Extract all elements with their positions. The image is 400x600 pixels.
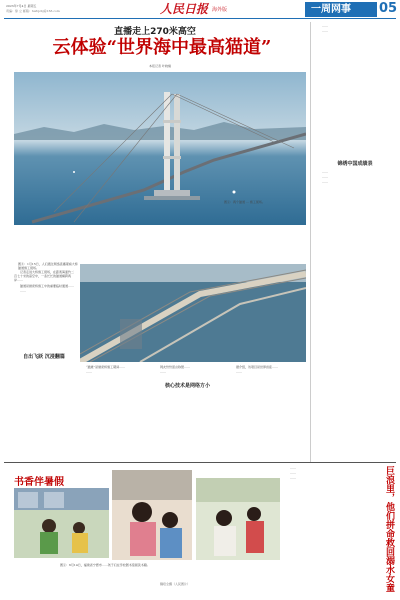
catwalk-photo [80,264,306,362]
article-column-1: 记者走进大桥施工现场，在距离海面约二百七十米的高空中，一条长长的猫道横跨两岸…… 猫道是悬索桥施工中的重要临时通道…… …… [14,270,74,293]
library-photo-3 [196,478,280,560]
logo-text: 人民日报 [160,2,209,16]
page-number: 05 [379,1,398,16]
subhead-2: 核心技术是网络方小 [164,383,210,389]
article-column-3: 网友纷纷留言称赞…… …… [160,365,191,375]
right-story-title: 锦绣中国成绩表 [337,161,373,167]
rescue-story-text: …… …… …… [290,466,296,481]
section-banner [305,2,377,17]
headline: 云体验“世界海中最高猫道” [52,37,272,58]
book-feature-caption: 图①：6月14日，福建省宁德市……孩子们在学校图书馆阅读书籍。 [60,563,150,567]
section-label: 一周网事 [311,4,351,15]
article-column-2: “猫道”是悬索桥施工期间…… …… [86,365,126,375]
kicker: 直播走上270米高空 [114,27,196,37]
right-story-text: …… …… …… [322,170,328,185]
book-feature-title: 书香伴暑假 [14,477,64,488]
photo2-caption: 图②：1月15日，人们通过网络直播观看大桥猫道施工现场。 [18,262,78,270]
subhead-1: 自出飞跃 沉浸翻篇 [23,354,65,360]
editor-line: 责编：徐 立 邮箱：hwbjzbj@163.com [6,9,60,13]
right-intro-text: …… …… [322,24,328,34]
edition-label: 海外版 [212,7,228,13]
masthead-rule [4,18,396,19]
column-divider [310,22,311,462]
library-photo-2 [112,470,192,560]
byline: 本报记者 叶晓楠 [149,64,171,68]
photo1-caption: 图①：两个猫道 … 施工现场。 [224,200,265,204]
section-rule [4,462,396,463]
book-feature-credit: 魏培全摄（人民图片） [160,582,191,586]
library-photo-1 [14,488,109,558]
date-line: 2023年7月4日 星期五 [6,4,37,8]
newspaper-logo [160,2,230,18]
article-column-4: 据介绍，该项目是世界首座…… …… [236,365,279,375]
rescue-story-headline: 巨浪里，他们拼命救回溺水女童 [384,466,394,592]
